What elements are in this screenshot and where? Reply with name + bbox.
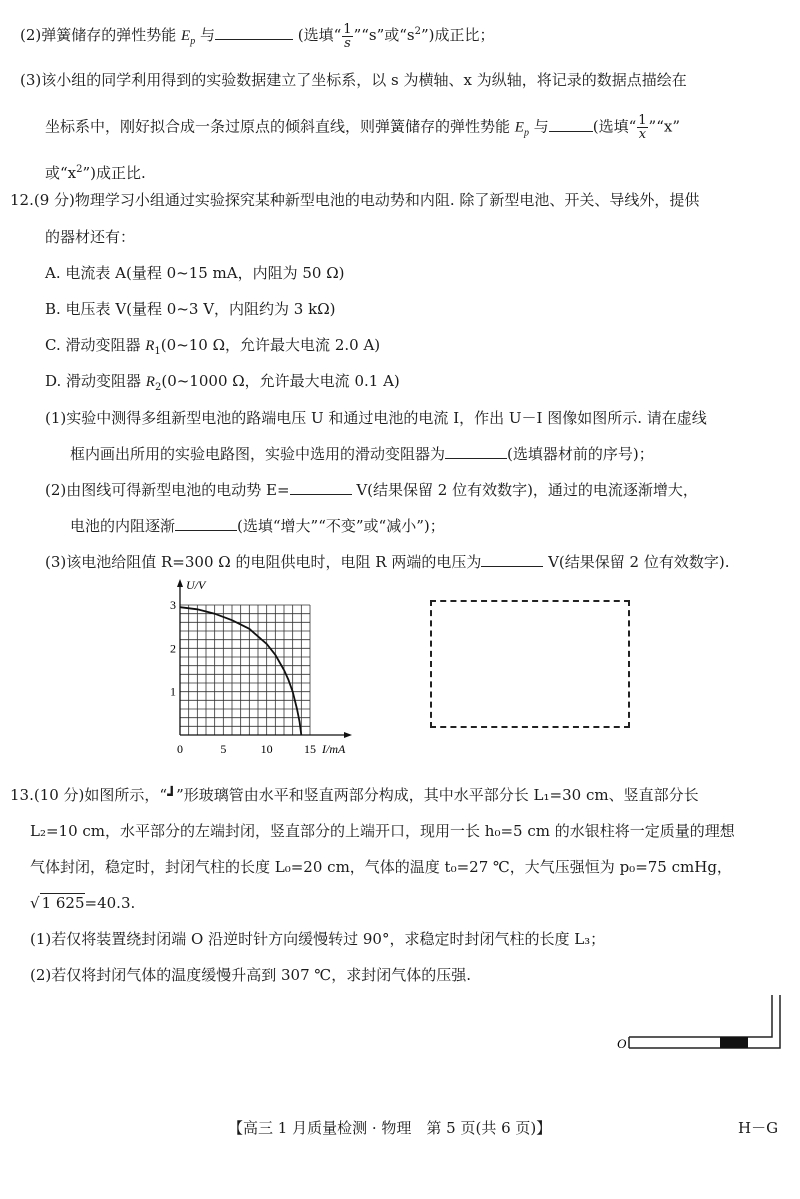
q12-part2-line2-b: (选填“增大”“不变”或“减小”)； <box>237 517 445 535</box>
q12-part2-line2 <box>70 516 445 536</box>
q11-part2-text: (2)弹簧储存的弹性势能 <box>20 26 182 44</box>
answer-blank[interactable] <box>290 480 352 495</box>
q11-part3-line1: (3)该小组的同学利用得到的实验数据建立了坐标系，以 s 为横轴、x 为纵轴，将记录的数据点描绘在 <box>20 71 687 89</box>
q12-part1-line2-a: 框内画出所用的实验电路图，实验中选用的滑动变阻器为 <box>70 445 446 463</box>
r1-var: R <box>145 338 155 354</box>
q11-part3-line2 <box>45 114 680 144</box>
r2-var: R <box>145 374 155 390</box>
q11-part3-choice: (选填“ <box>592 117 637 136</box>
y-tick-label: 3 <box>170 598 176 612</box>
q11-part2-end: ”)成正比； <box>421 26 495 44</box>
mercury-column <box>720 1037 748 1048</box>
q12-part2-line1 <box>45 480 698 500</box>
answer-blank[interactable] <box>481 552 543 567</box>
q12-part2-line1-a: (2)由图线可得新型电池的电动势 E= <box>45 481 290 499</box>
q12-intro-line1: 12.(9 分)物理学习小组通过实验探究某种新型电池的电动势和内阻. 除了新型电池、开关、导线外，提供 <box>10 191 700 209</box>
q11-part2 <box>20 22 495 52</box>
chart-grid <box>180 605 310 735</box>
q13-line1: 13.(10 分)如图所示，“┛”形玻璃管由水平和竖直两部分构成，其中水平部分长 L₁=30 cm、竖直部分长 <box>10 786 699 804</box>
sqrt-symbol: √ <box>30 894 40 912</box>
q11-part3-mid: 与 <box>528 117 549 136</box>
q12-part2-line1-b: V(结果保留 2 位有效数字)，通过的电流逐渐增大， <box>351 481 698 499</box>
x-axis-arrow-icon <box>344 732 352 738</box>
q12-part3-a: (3)该电池给阻值 R=300 Ω 的电阻供电时，电阻 R 两端的电压为 <box>45 553 482 571</box>
q13-sqrt-line <box>30 893 135 913</box>
ep-var: E <box>514 119 524 136</box>
ep-sub: p <box>190 36 196 47</box>
q11-part2-choice-rest: ”“s”或“s <box>353 26 415 44</box>
ep-sub: p <box>523 127 529 139</box>
answer-blank[interactable] <box>175 516 237 531</box>
q11-part3-line3 <box>45 160 146 183</box>
frac-den: x <box>638 127 647 142</box>
answer-blank[interactable] <box>549 117 593 132</box>
y-axis-arrow-icon <box>177 579 183 587</box>
q12-option-a: A. 电流表 A(量程 0~15 mA，内阻为 50 Ω) <box>45 264 345 282</box>
y-axis-label: U/V <box>186 578 206 592</box>
q12-part3-b: V(结果保留 2 位有效数字). <box>543 553 730 571</box>
circuit-drawing-box[interactable] <box>430 600 630 728</box>
r1-sub: 1 <box>154 346 161 357</box>
tube-label-o: O <box>617 1036 627 1051</box>
x-tick-label: 0 <box>177 742 183 755</box>
q12-option-d <box>45 371 400 398</box>
y-tick-label: 2 <box>170 641 176 656</box>
frac-num: 1 <box>343 21 352 37</box>
y-tick-label: 1 <box>170 684 176 699</box>
x-tick-label: 5 <box>220 742 227 755</box>
sup-2: 2 <box>414 26 422 37</box>
sqrt-arg: 1 625 <box>41 894 85 912</box>
ep-var: E <box>181 28 191 44</box>
frac-num: 1 <box>638 113 647 128</box>
footer-title: 【高三 1 月质量检测 · 物理 第 5 页(共 6 页)】 <box>228 1119 552 1137</box>
u-i-chart <box>155 570 385 755</box>
q12-part1-line2 <box>70 444 654 464</box>
q12-intro-line2: 的器材还有： <box>45 228 136 246</box>
q12-part2-line2-a: 电池的内阻逐渐 <box>70 517 176 535</box>
q11-part2-mid: 与 <box>195 26 215 44</box>
r2-sub: 2 <box>154 382 162 393</box>
option-c-prefix: C. 滑动变阻器 <box>45 336 146 354</box>
tube-outline <box>629 995 780 1048</box>
x-tick-label: 10 <box>260 742 273 755</box>
sqrt-result: =40.3. <box>84 894 136 912</box>
fraction-1-over-x <box>637 114 647 141</box>
frac-den: s <box>344 35 351 51</box>
q11-part3-line3-end: ”)成正比. <box>82 164 146 182</box>
x-axis-label: I/mA <box>322 742 346 755</box>
answer-blank[interactable] <box>215 25 293 40</box>
option-c-suffix: (0~10 Ω，允许最大电流 2.0 A) <box>160 336 381 354</box>
answer-blank[interactable] <box>445 444 507 459</box>
glass-tube-diagram <box>615 990 785 1055</box>
q11-part3-choice-rest: ”“x” <box>648 117 681 136</box>
q13-part2: (2)若仅将封闭气体的温度缓慢升高到 307 ℃，求封闭气体的压强. <box>30 966 471 984</box>
q12-part1-line1: (1)实验中测得多组新型电池的路端电压 U 和通过电池的电流 I，作出 U－I 图像如图所示. 请在虚线 <box>45 409 707 427</box>
q13-part1: (1)若仅将装置绕封闭端 O 沿逆时针方向缓慢转过 90°，求稳定时封闭气柱的长度 L₃； <box>30 930 606 948</box>
q12-part1-line2-b: (选填器材前的序号)； <box>507 445 654 463</box>
q12-part3 <box>45 552 729 572</box>
sup-2: 2 <box>76 164 83 175</box>
footer-code: H－G <box>738 1119 779 1137</box>
q11-part3-line3-text: 或“x <box>45 164 77 182</box>
option-d-prefix: D. 滑动变阻器 <box>45 372 146 390</box>
x-tick-label: 15 <box>304 742 316 755</box>
q11-part3-line2-text: 坐标系中，刚好拟合成一条过原点的倾斜直线，则弹簧储存的弹性势能 <box>45 117 515 136</box>
q11-part2-choice: (选填“ <box>292 26 342 44</box>
q12-option-b: B. 电压表 V(量程 0~3 V，内阻约为 3 kΩ) <box>45 300 336 318</box>
chart-axes <box>177 579 352 738</box>
q12-option-c <box>45 335 380 362</box>
option-d-suffix: (0~1000 Ω，允许最大电流 0.1 A) <box>161 372 400 390</box>
fraction-1-over-s <box>342 23 352 50</box>
q13-line3: 气体封闭，稳定时，封闭气柱的长度 L₀=20 cm，气体的温度 t₀=27 ℃，大气压强恒为 p₀=75 cmHg， <box>30 858 732 876</box>
q13-line2: L₂=10 cm，水平部分的左端封闭，竖直部分的上端开口，现用一长 h₀=5 cm 的水银柱将一定质量的理想 <box>30 822 735 840</box>
